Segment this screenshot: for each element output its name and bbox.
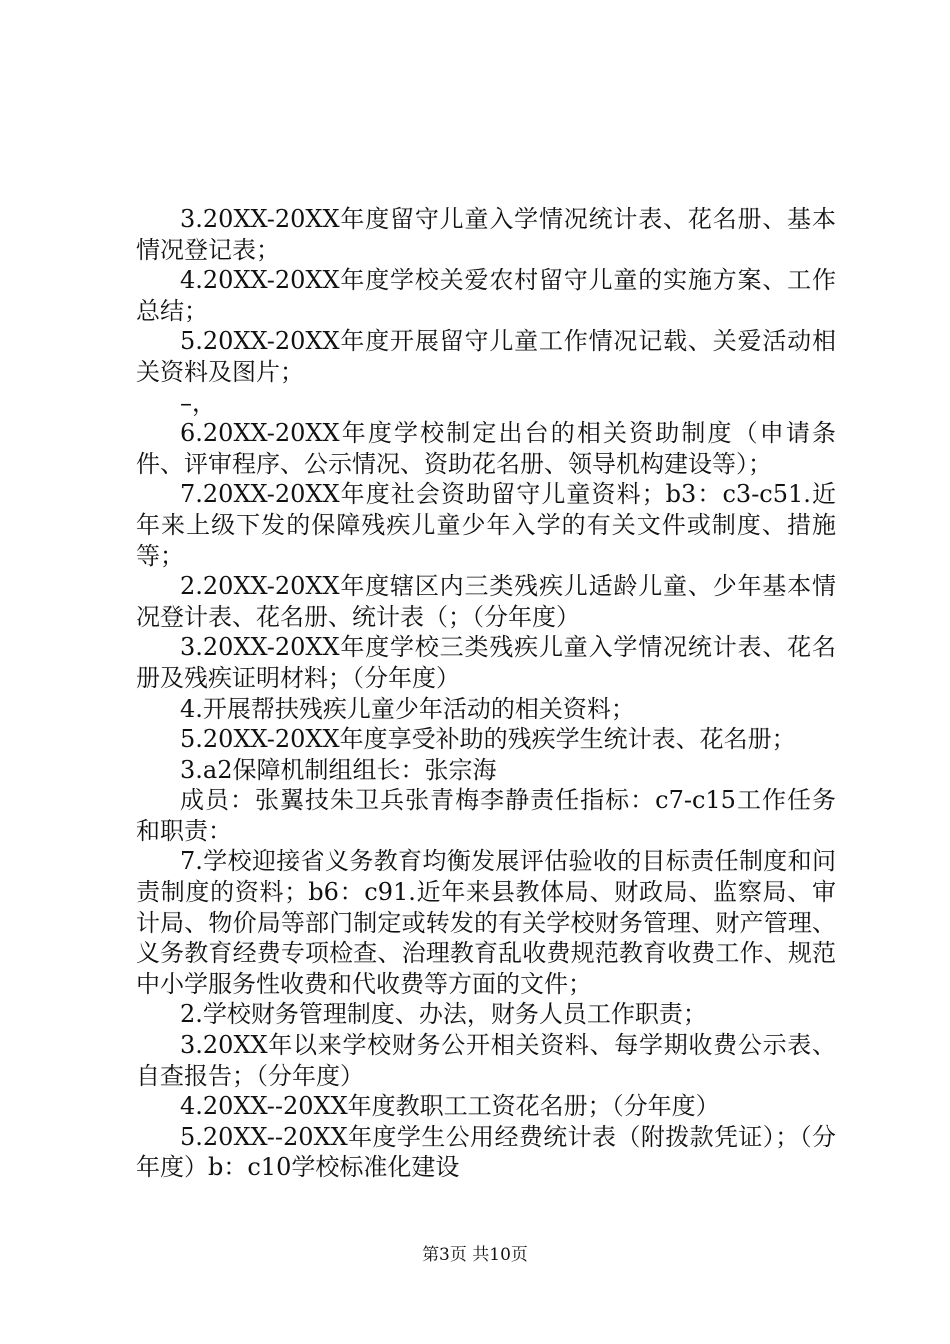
paragraph: 6.20XX-20XX年度学校制定出台的相关资助制度（申请条件、评审程序、公示情况、资助花名册、领导机构建设等）； <box>136 419 836 478</box>
paragraph: 2.学校财务管理制度、办法，财务人员工作职责； <box>180 1000 707 1029</box>
paragraph: 4.开展帮扶残疾儿童少年活动的相关资料； <box>180 694 635 723</box>
page-number-footer: 第3页 共10页 <box>422 1245 528 1265</box>
paragraph: 3.20XX年以来学校财务公开相关资料、每学期收费公示表、自查报告；（分年度） <box>136 1031 836 1090</box>
paragraph: –， <box>180 388 216 417</box>
paragraph: 3.20XX-20XX年度学校三类残疾儿童入学情况统计表、花名册及残疾证明材料；（分年度） <box>136 633 836 692</box>
paragraph: 成员：张翼技朱卫兵张青梅李静责任指标：c7-c15工作任务和职责： <box>136 786 836 845</box>
paragraph: 4.20XX--20XX年度教职工工资花名册；（分年度） <box>180 1092 720 1121</box>
paragraph: 5.20XX-20XX年度享受补助的残疾学生统计表、花名册； <box>180 725 796 754</box>
paragraph: 5.20XX--20XX年度学生公用经费统计表（附拨款凭证）；（分年度）b：c10学校标准化建设 <box>136 1122 836 1182</box>
paragraph: 5.20XX-20XX年度开展留守儿童工作情况记载、关爱活动相关资料及图片； <box>136 327 836 386</box>
paragraph: 4.20XX-20XX年度学校关爱农村留守儿童的实施方案、工作总结； <box>136 266 836 325</box>
paragraph: 7.学校迎接省义务教育均衡发展评估验收的目标责任制度和问责制度的资料；b6：c91.近年来县教体局、财政局、监察局、审计局、物价局等部门制定或转发的有关学校财务管理、财产管理、义务教育经费专项检查、治理教育乱收费规范教育收费工作、规范中小学服务性收费和代收费等方面的文件； <box>136 847 836 998</box>
paragraph: 3.20XX-20XX年度留守儿童入学情况统计表、花名册、基本情况登记表； <box>136 205 836 264</box>
paragraph: 3.a2保障机制组组长：张宗海 <box>180 755 497 784</box>
document-body <box>136 204 836 1183</box>
paragraph: 2.20XX-20XX年度辖区内三类残疾儿适龄儿童、少年基本情况登计表、花名册、统计表（；（分年度） <box>136 572 836 631</box>
paragraph: 7.20XX-20XX年度社会资助留守儿童资料；b3：c3-c51.近年来上级下发的保障残疾儿童少年入学的有关文件或制度、措施等； <box>136 480 836 570</box>
